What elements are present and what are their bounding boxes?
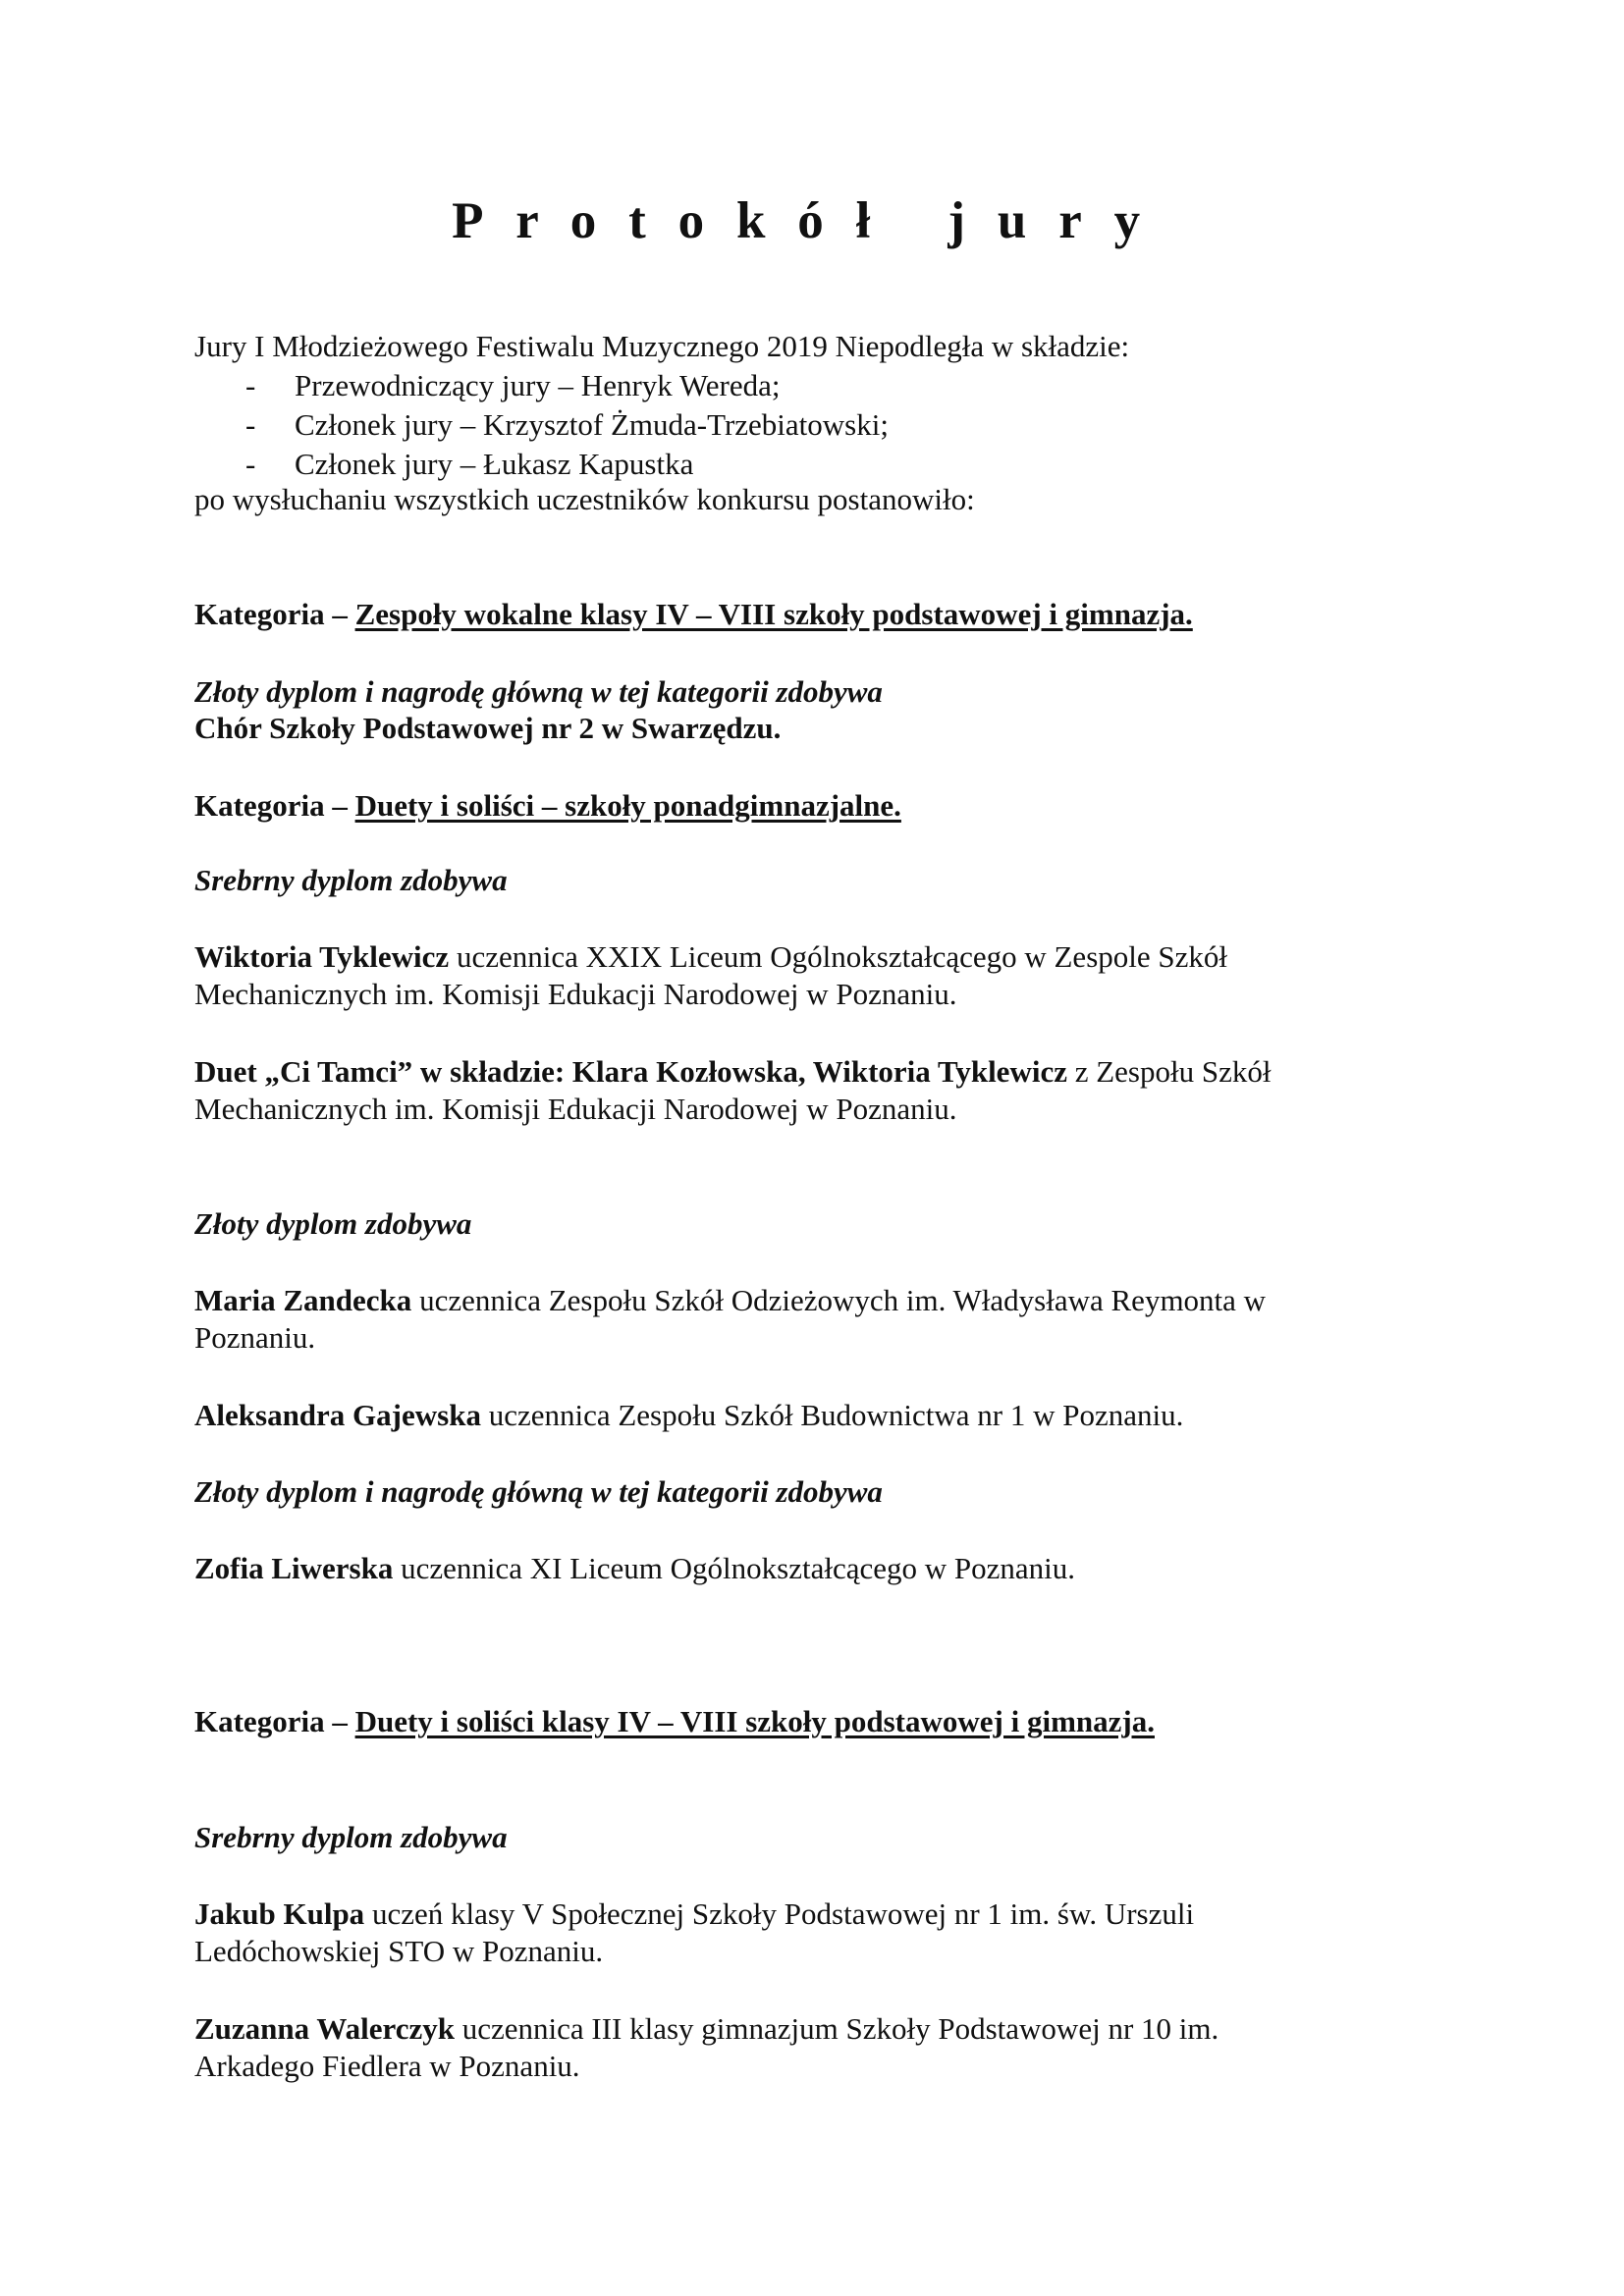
laureate-description: uczennica XXIX Liceum Ogólnokształcącego w Zespole Szkół <box>449 939 1227 974</box>
laureate-name: Duet „Ci Tamci” w składzie: Klara Kozłowska, Wiktoria Tyklewicz <box>194 1054 1067 1089</box>
category-prefix: Kategoria – <box>194 597 355 631</box>
laureate-description: Poznaniu. <box>194 1320 316 1355</box>
laureate-description: uczeń klasy V Społecznej Szkoły Podstawowej nr 1 im. św. Urszuli <box>364 1896 1195 1931</box>
laureate-description: uczennica Zespołu Szkół Budownictwa nr 1 w Poznaniu. <box>480 1398 1184 1432</box>
list-bullet: - <box>245 447 256 481</box>
laureate-description: Arkadego Fiedlera w Poznaniu. <box>194 2049 580 2083</box>
jury-member: Członek jury – Łukasz Kapustka <box>295 447 694 481</box>
laureate-description: Mechanicznych im. Komisji Edukacji Narodowej w Poznaniu. <box>194 977 957 1011</box>
award-winner: Chór Szkoły Podstawowej nr 2 w Swarzędzu. <box>194 711 782 745</box>
laureate-name: Maria Zandecka <box>194 1283 412 1317</box>
laureate-name: Zuzanna Walerczyk <box>194 2011 455 2046</box>
laureate-description: uczennica XI Liceum Ogólnokształcącego w Poznaniu. <box>393 1551 1076 1585</box>
list-bullet: - <box>245 368 256 402</box>
laureate-entry <box>194 2009 1218 2049</box>
jury-member-chair: Przewodniczący jury – Henryk Wereda; <box>295 368 781 402</box>
laureate-description: Mechanicznych im. Komisji Edukacji Narodowej w Poznaniu. <box>194 1092 957 1126</box>
laureate-name: Zofia Liwerska <box>194 1551 394 1585</box>
laureate-entry <box>194 1052 1271 1092</box>
category-name: Duety i soliści – szkoły ponadgimnazjalne. <box>354 788 901 823</box>
list-bullet: - <box>245 407 256 442</box>
category-name: Duety i soliści klasy IV – VIII szkoły podstawowej i gimnazja. <box>354 1704 1155 1738</box>
category-name: Zespoły wokalne klasy IV – VIII szkoły podstawowej i gimnazja. <box>354 597 1193 631</box>
award-heading: Srebrny dyplom zdobywa <box>194 863 508 897</box>
laureate-description: uczennica III klasy gimnazjum Szkoły Podstawowej nr 10 im. <box>454 2011 1219 2046</box>
award-heading: Złoty dyplom i nagrodę główną w tej kategorii zdobywa <box>194 1474 883 1509</box>
laureate-entry <box>194 1895 1194 1934</box>
category-prefix: Kategoria – <box>194 788 355 823</box>
award-heading: Złoty dyplom zdobywa <box>194 1206 472 1241</box>
category-heading <box>194 595 1193 634</box>
laureate-entry <box>194 1549 1075 1588</box>
award-heading: Srebrny dyplom zdobywa <box>194 1820 508 1854</box>
laureate-entry <box>194 1281 1266 1320</box>
laureate-name: Jakub Kulpa <box>194 1896 365 1931</box>
category-prefix: Kategoria – <box>194 1704 355 1738</box>
laureate-name: Aleksandra Gajewska <box>194 1398 481 1432</box>
award-heading: Złoty dyplom i nagrodę główną w tej kategorii zdobywa <box>194 674 883 709</box>
jury-member: Członek jury – Krzysztof Żmuda-Trzebiatowski; <box>295 407 889 442</box>
laureate-description: uczennica Zespołu Szkół Odzieżowych im. Władysława Reymonta w <box>411 1283 1267 1317</box>
laureate-entry <box>194 1396 1183 1435</box>
laureate-description: Ledóchowskiej STO w Poznaniu. <box>194 1934 604 1968</box>
laureate-name: Wiktoria Tyklewicz <box>194 939 450 974</box>
decision-text: po wysłuchaniu wszystkich uczestników konkursu postanowiło: <box>194 482 975 516</box>
category-heading <box>194 786 901 826</box>
category-heading <box>194 1702 1155 1741</box>
document-title: Protokół jury <box>452 192 1172 249</box>
laureate-entry <box>194 937 1227 977</box>
intro-text: Jury I Młodzieżowego Festiwalu Muzycznego 2019 Niepodległa w składzie: <box>194 329 1130 363</box>
laureate-description: z Zespołu Szkół <box>1066 1054 1272 1089</box>
